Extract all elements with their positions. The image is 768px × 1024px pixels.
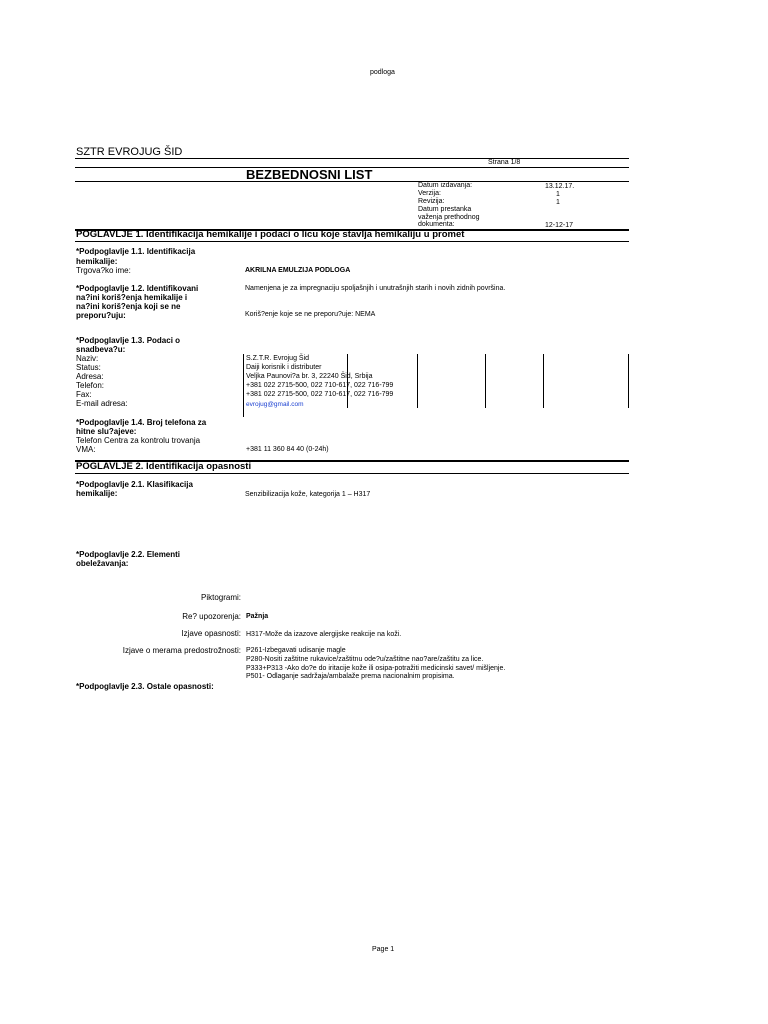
- section-1-2-heading: na?ini koriš?enja hemikalije i: [76, 293, 188, 302]
- hazard-statements-label: Izjave opasnosti:: [181, 629, 241, 638]
- trade-name-label: Trgova?ko ime:: [76, 266, 131, 275]
- supplier-name-value: S.Z.T.R. Evrojug Šid: [246, 355, 310, 362]
- precaution-statement: P333+P313 -Ako do?e do iritacije kože ili osipa-potražiti medicinski savet/ mišljenje.: [246, 665, 506, 672]
- divider: [75, 473, 629, 474]
- section-2-2-heading: obeležavanja:: [76, 559, 129, 568]
- classification-value: Senzibilizacija kože, kategorija 1 – H317: [245, 491, 371, 498]
- status-value: Daiji korisnik i distributer: [246, 364, 322, 371]
- address-value: Veljka Paunovi?a br. 3, 22240 Šid, Srbija: [246, 373, 373, 380]
- section-1-2-heading: na?ini koriš?enja koji se ne: [76, 302, 181, 311]
- email-label: E-mail adresa:: [76, 399, 128, 408]
- vma-label: VMA:: [76, 445, 96, 454]
- top-label: podloga: [370, 69, 395, 76]
- not-recommended-use: Koriš?enje koje se ne preporu?uje: NEMA: [245, 311, 376, 318]
- section-1-4-heading: *Podpoglavlje 1.4. Broj telefona za: [76, 418, 207, 427]
- section-1-3-heading: snadbeva?u:: [76, 345, 126, 354]
- section-2-1-heading: hemikalije:: [76, 489, 118, 498]
- expiry-label: dokumenta:: [418, 221, 455, 228]
- email-link[interactable]: evrojug@gmail.com: [246, 401, 304, 408]
- poison-center-label: Telefon Centra za kontrolu trovanja: [76, 436, 201, 445]
- issue-date-label: Datum izdavanja:: [418, 182, 473, 189]
- divider: [75, 158, 629, 159]
- section-2-1-heading: *Podpoglavlje 2.1. Klasifikacija: [76, 480, 193, 489]
- section-1-3-heading: *Podpoglavlje 1.3. Podaci o: [76, 336, 181, 345]
- page-footer: Page 1: [372, 946, 395, 953]
- grid-line: [485, 354, 486, 408]
- chapter-1-heading: POGLAVLJE 1. Identifikacija hemikalije i podaci o licu koje stavlja hemikaliju u promet: [76, 229, 465, 240]
- precaution-statement: P501- Odlaganje sadržaja/ambalaže prema nacionalnim propisima.: [246, 673, 455, 680]
- company-name: SZTR EVROJUG ŠID: [76, 146, 183, 158]
- expiry-label: Datum prestanka: [418, 206, 472, 213]
- section-1-2-heading: preporu?uju:: [76, 311, 126, 320]
- supplier-name-label: Naziv:: [76, 354, 99, 363]
- phone-label: Telefon:: [76, 381, 105, 390]
- version-label: Verzija:: [418, 190, 441, 197]
- grid-line: [243, 354, 244, 417]
- grid-line: [628, 354, 629, 408]
- page-indicator: Strana 1/8: [488, 159, 521, 166]
- section-1-2-heading: *Podpoglavlje 1.2. Identifikovani: [76, 284, 199, 293]
- status-label: Status:: [76, 363, 101, 372]
- precaution-label: Izjave o merama predostrožnosti:: [122, 646, 241, 655]
- fax-label: Fax:: [76, 390, 92, 399]
- section-1-1-heading: *Podpoglavlje 1.1. Identifikacija: [76, 247, 196, 256]
- precaution-statement: P261-Izbegavati udisanje magle: [246, 647, 346, 654]
- hazard-statement-value: H317-Može da izazove alergijske reakcije na koži.: [246, 631, 402, 638]
- section-1-4-heading: hitne slu?ajeve:: [76, 427, 137, 436]
- grid-line: [417, 354, 418, 408]
- section-1-1-heading: hemikalije:: [76, 257, 118, 266]
- intended-use: Namenjena je za impregnaciju spoljašnjih i unutrašnjih starih i novih zidnih površina.: [245, 285, 506, 292]
- phone-value: +381 022 2715-500, 022 710-617, 022 716-799: [246, 382, 394, 389]
- trade-name-value: AKRILNA EMULZIJA PODLOGA: [245, 267, 351, 274]
- issue-date-value: 13.12.17.: [545, 183, 575, 190]
- document-title: BEZBEDNOSNI LIST: [246, 167, 373, 182]
- vma-value: +381 11 360 84 40 (0-24h): [246, 446, 329, 453]
- grid-line: [543, 354, 544, 408]
- version-value: 1: [556, 191, 560, 198]
- section-2-2-heading: *Podpoglavlje 2.2. Elementi: [76, 550, 181, 559]
- divider: [75, 241, 629, 242]
- revision-value: 1: [556, 199, 560, 206]
- fax-value: +381 022 2715-500, 022 710-617, 022 716-799: [246, 391, 394, 398]
- expiry-value: 12-12-17: [545, 222, 574, 229]
- signal-word-label: Re? upozorenja:: [182, 612, 241, 621]
- revision-label: Revizija:: [418, 198, 445, 205]
- divider: [75, 181, 629, 182]
- grid-line: [347, 354, 348, 408]
- precaution-statement: P280-Nositi zaštitne rukavice/zaštitnu ode?u/zaštitne nao?are/zaštitu za lice.: [246, 656, 484, 663]
- section-2-3-heading: *Podpoglavlje 2.3. Ostale opasnosti:: [76, 682, 214, 691]
- signal-word-value: Pažnja: [246, 613, 269, 620]
- expiry-label: važenja prethodnog: [418, 214, 480, 221]
- pictograms-label: Piktogrami:: [200, 593, 241, 602]
- address-label: Adresa:: [76, 372, 104, 381]
- chapter-2-heading: POGLAVLJE 2. Identifikacija opasnosti: [76, 461, 252, 472]
